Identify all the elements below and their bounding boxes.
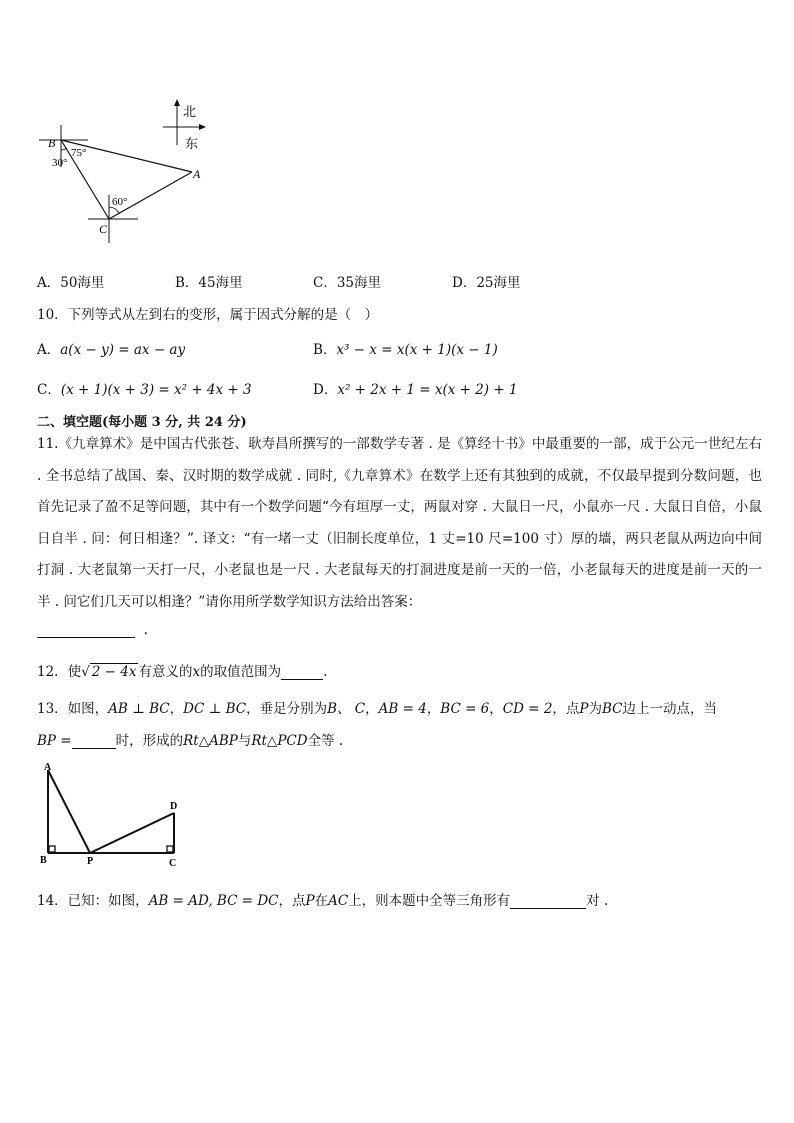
answer-blank[interactable] [37,623,135,638]
q13-text: 与 [237,733,252,749]
q13-math: B、 C [327,701,366,717]
q13-text: ， [489,701,503,717]
q12-radicand: 2 − 4x [91,664,137,680]
q13-text: ， [365,701,379,717]
q13-math: P [579,701,589,717]
q14-text: 在 [314,893,329,909]
north-arrow-icon [174,99,180,106]
q14-text: 对 . [586,893,609,909]
q9-option-c [313,271,381,291]
q13-math: CD = 2 [502,701,553,717]
q11-end: . [143,622,148,638]
q12-pre: 12．使 [37,664,82,680]
q14-math: AB = AD, BC = DC [148,893,279,909]
q11-answer-line [37,622,148,638]
label-c: C [169,858,177,869]
option-key: A． [37,275,61,291]
q13-text: ， [169,701,184,717]
q14-text: ，点 [278,893,306,909]
right-angle-b-icon [49,846,55,852]
q12-mid: 有意义的 [138,664,193,680]
angle-30-label: 30° [52,157,68,169]
q13-text: 13．如图， [37,701,109,717]
answer-blank[interactable] [281,665,323,680]
q13-text: 时，形成的 [115,733,184,749]
q12-post: 的取值范围为 [200,664,282,680]
q13-line1 [37,697,717,717]
option-key: B． [313,342,337,358]
label-a: A [44,762,52,773]
label-c: C [99,222,108,236]
label-a: A [193,167,201,181]
option-math: x² + 2x + 1 = x(x + 2) + 1 [337,382,518,398]
q13-math: Rt△ABP [183,733,238,749]
label-d: D [170,801,178,812]
q14-line [37,889,608,909]
q13-math: BP = [37,733,72,749]
q13-text: 边上一动点，当 [622,701,718,717]
north-label: 北 [183,104,197,119]
option-key: B． [175,275,199,291]
q9-direction-figure [30,95,220,245]
right-angle-c-icon [167,846,173,852]
q9-option-b [175,271,243,291]
angle-60-label: 60° [112,196,128,208]
q10-option-b [313,338,498,358]
q13-math: DC ⊥ BC [183,701,247,717]
option-math: a(x − y) = ax − ay [60,342,186,358]
q14-text: 上，则本题中全等三角形有 [348,893,511,909]
label-p: P [87,856,94,867]
east-arrow-icon [199,124,206,130]
angle-75-label: 75° [71,147,87,159]
q13-math: AB ⊥ BC [108,701,170,717]
q9-option-a [37,271,104,291]
q10-option-d [313,378,518,398]
q13-math: AB = 4 [378,701,427,717]
q11-text: 11.《九章算术》是中国古代张苍、耿寿昌所撰写的一部数学专著 . 是《算经十书》中最重要的一部，成于公元一世纪左右 . 全书总结了战国、秦、汉时期的数学成就 . 同时,《九章算术》在数学上还有其独到的成就，不仅最早提到分数问题，也首先记录了盈不足等问题，其中有一个数学问题“今有垣厚一丈，两鼠对穿 . 大鼠日一尺，小鼠亦一尺 . 大鼠日自倍，小鼠日自半 . 问：何日相逢？”. 译文：“有一堵一丈（旧制长度单位，1 丈=10 尺=100 寸）厚的墙，两只老鼠从两边向中间打洞 . 大老鼠第一天打一尺，小老鼠也是一尺 . 大老鼠每天的打洞进度是前一天的一倍，小老鼠每天的进度是前一天的一半 . 问它们几天可以相逢？”请你用所学数学知识方法给出答案： [37,436,762,610]
q13-text: 全等 . [307,733,344,749]
option-key: A． [37,342,61,358]
q10-option-c [37,378,252,398]
east-label: 东 [185,136,199,151]
label-b: B [48,136,56,150]
q12-line [37,660,327,680]
section-heading: 二、填空题(每小题 3 分, 共 24 分) [37,415,247,430]
option-text: 35海里 [336,275,382,291]
q13-math: BC = 6 [440,701,490,717]
answer-blank[interactable] [510,894,586,909]
option-key: D． [452,275,477,291]
segment-ap [48,770,90,853]
q13-math: Rt△PCD [251,733,308,749]
q10-option-a [37,338,185,358]
q14-math: P [305,893,315,909]
q13-math: BC [602,701,623,717]
option-text: 50海里 [60,275,105,291]
q13-text: ， [426,701,441,717]
q13-text: ，点 [552,701,580,717]
q14-text: 14．已知：如图， [37,893,149,909]
q12-end: . [323,664,328,680]
q13-line2 [37,729,343,749]
label-b: B [40,855,47,866]
option-math: (x + 1)(x + 3) = x² + 4x + 3 [60,382,252,398]
q13-text: ，垂足分别为 [246,701,328,717]
q10-stem: 10．下列等式从左到右的变形，属于因式分解的是（ ） [37,307,379,323]
option-key: C． [313,275,337,291]
option-key: C． [37,382,61,398]
segment-pd [90,813,174,853]
option-text: 25海里 [476,275,521,291]
q13-triangle-figure [34,760,194,870]
option-text: 45海里 [198,275,243,291]
option-key: D． [313,382,338,398]
option-math: x³ − x = x(x + 1)(x − 1) [336,342,498,358]
q14-math: AC [328,893,349,909]
q12-var: x [192,664,201,680]
q13-text: 为 [588,701,602,717]
answer-blank[interactable] [72,734,116,749]
q9-option-d [452,271,521,291]
sqrt-symbol: √ [81,664,90,680]
